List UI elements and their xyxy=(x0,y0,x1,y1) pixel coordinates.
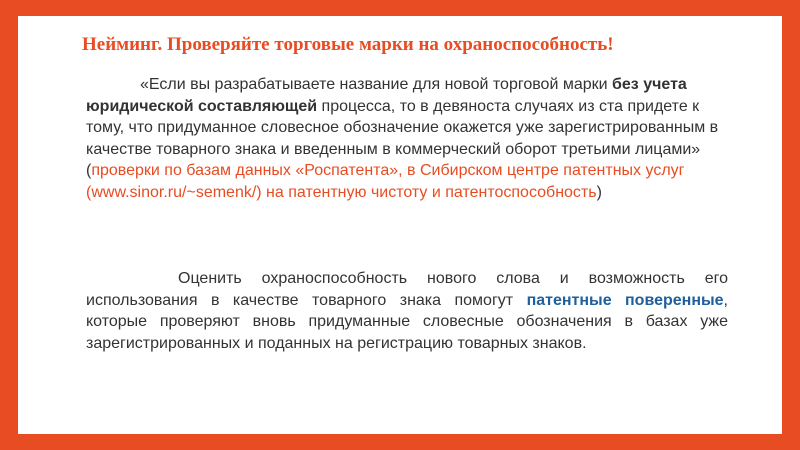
quote-bold-phrase: без учета юридической составляющей xyxy=(86,76,687,115)
slide xyxy=(18,16,782,434)
patent-check-note: проверки по базам данных «Роспатента», в Сибирском центре патентных услуг (www.sinor.ru/~semenk/) на патентную чистоту и патентоспособность xyxy=(86,162,685,201)
patent-attorneys-highlight: патентные поверенные xyxy=(526,291,724,309)
quote-text-end: ) xyxy=(596,183,602,201)
quote-paragraph xyxy=(86,74,726,203)
slide-title: Нейминг. Проверяйте торговые марки на охраноспособность! xyxy=(82,34,614,55)
advice-text-start: Оценить охраноспособность нового слова и возможность его использования в качестве товарного знака помогут xyxy=(86,270,728,309)
quote-text-middle: процесса, то в девяноста случаях из ста придете к тому, что придуманное словесное обозначение окажется уже зарегистрированным в качестве товарного знака и введенным в коммерческий оборот третьими лицами» ( xyxy=(86,97,719,179)
advice-text-end: , которые проверяют вновь придуманные словесные обозначения в базах уже зарегистрированных и поданных на регистрацию товарных знаков. xyxy=(86,291,728,352)
quote-text-start: «Если вы разрабатываете название для новой торговой марки xyxy=(140,76,613,93)
advice-paragraph xyxy=(86,268,728,354)
